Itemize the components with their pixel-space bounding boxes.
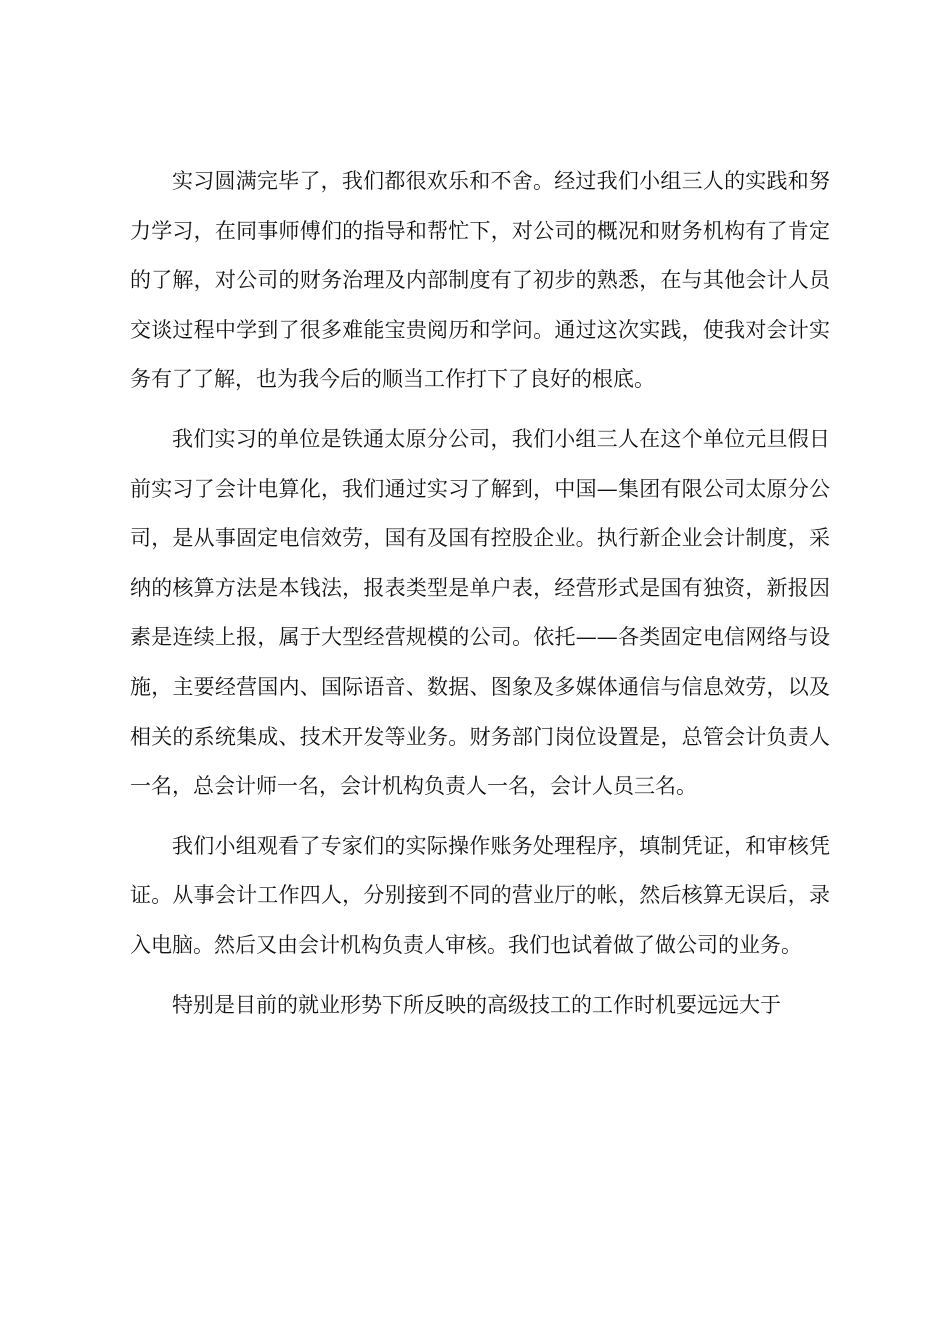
paragraph-accounting-practice: 我们小组观看了专家们的实际操作账务处理程序，填制凭证，和审核凭证。从事会计工作四人，分别接到不同的营业厅的帐，然后核算无误后，录入电脑。然后又由会计机构负责人审核。我们也试着做了做公司的业务。 [130, 833, 830, 957]
document-body [130, 157, 830, 1040]
paragraph-internship-summary: 实习圆满完毕了，我们都很欢乐和不舍。经过我们小组三人的实践和努力学习，在同事师傅们的指导和帮忙下，对公司的概况和财务机构有了肯定的了解，对公司的财务治理及内部制度有了初步的熟悉，在与其他会计人员交谈过程中学到了很多难能宝贵阅历和学问。通过这次实践，使我对会计实务有了了解，也为我今后的顺当工作打下了良好的根底。 [130, 169, 830, 392]
paragraph-employment-situation: 特别是目前的就业形势下所反映的高级技工的工作时机要远远大于 [172, 992, 781, 1017]
paragraph-company-overview: 我们实习的单位是铁通太原分公司，我们小组三人在这个单位元旦假日前实习了会计电算化，我们通过实习了解到，中国—集团有限公司太原分公司，是从事固定电信效劳，国有及国有控股企业。执行新企业会计制度，采纳的核算方法是本钱法，报表类型是单户表，经营形式是国有独资，新报因素是连续上报，属于大型经营规模的公司。依托——各类固定电信网络与设施，主要经营国内、国际语音、数据、图象及多媒体通信与信息效劳，以及相关的系统集成、技术开发等业务。财务部门岗位设置是，总管会计负责人一名，总会计师一名，会计机构负责人一名，会计人员三名。 [130, 426, 830, 799]
